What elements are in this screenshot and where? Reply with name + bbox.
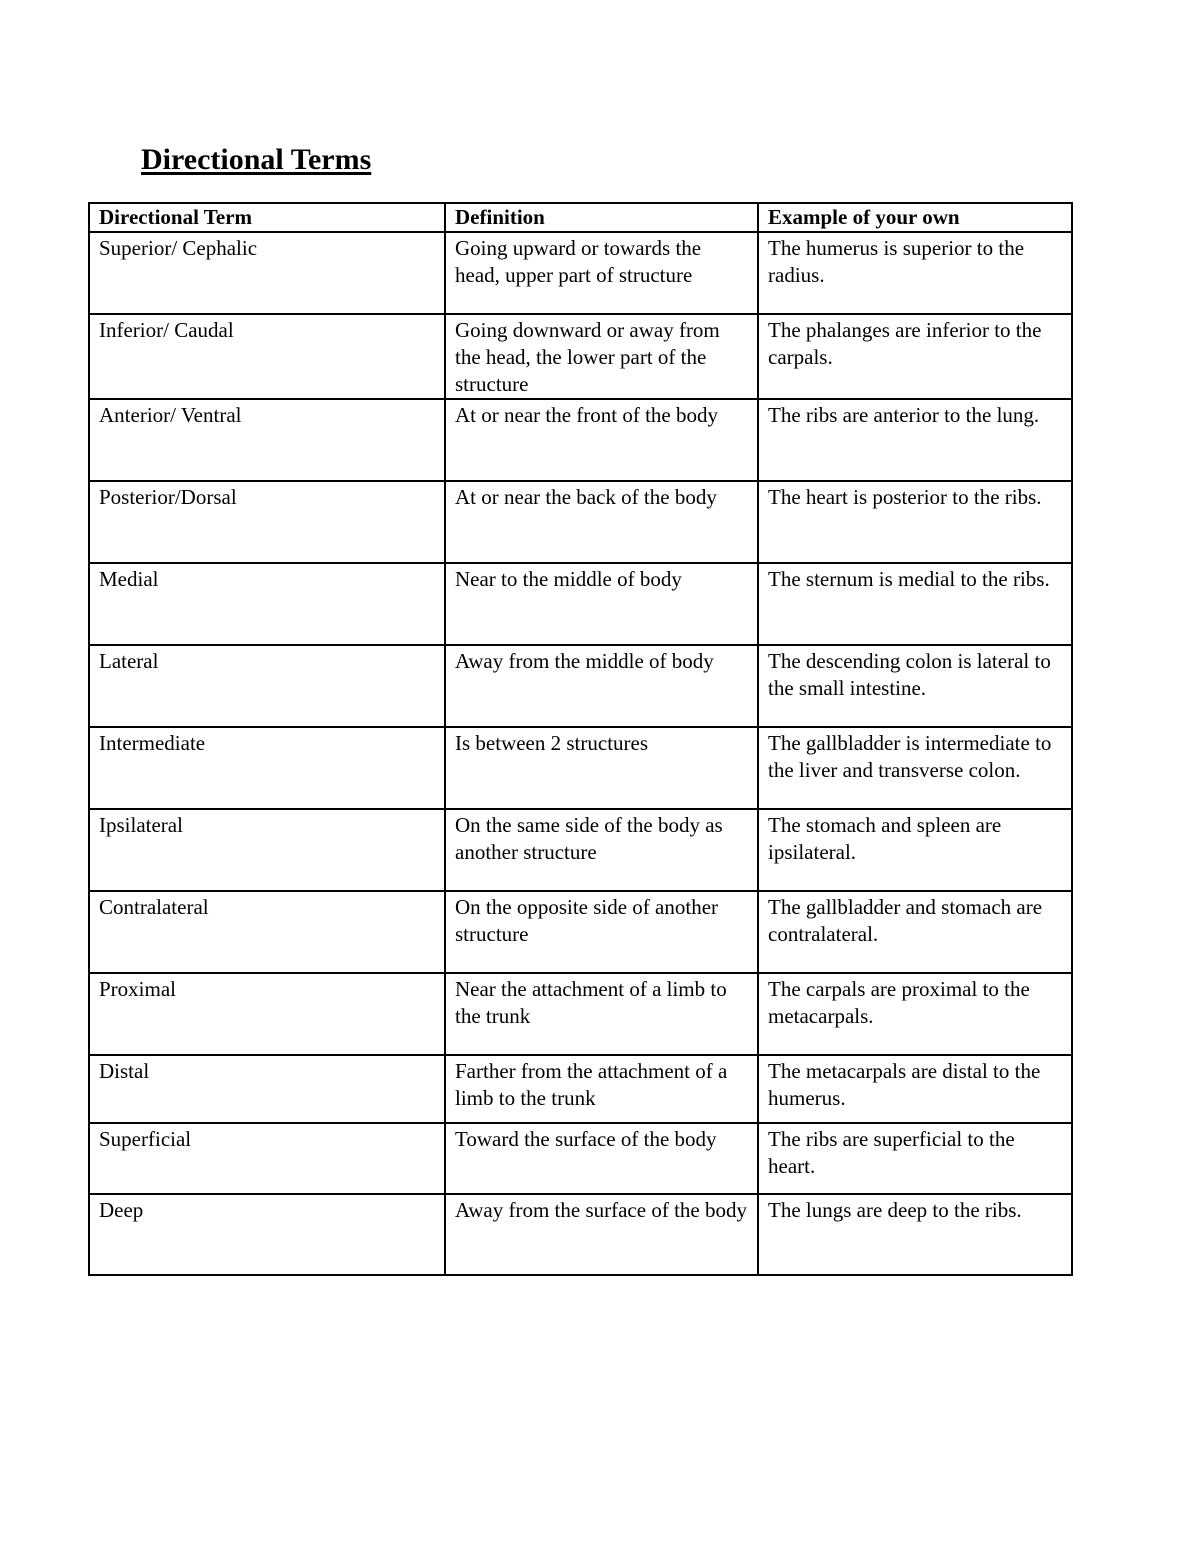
term-cell: Posterior/Dorsal	[89, 481, 445, 563]
definition-cell: On the same side of the body as another structure	[445, 809, 758, 891]
column-header-definition: Definition	[445, 203, 758, 232]
definition-cell: Is between 2 structures	[445, 727, 758, 809]
example-cell: The descending colon is lateral to the small intestine.	[758, 645, 1072, 727]
definition-cell: Going upward or towards the head, upper part of structure	[445, 232, 758, 314]
example-cell: The ribs are superficial to the heart.	[758, 1123, 1072, 1194]
example-cell: The gallbladder is intermediate to the liver and transverse colon.	[758, 727, 1072, 809]
example-cell: The ribs are anterior to the lung.	[758, 399, 1072, 481]
table-header-row	[89, 203, 1072, 232]
definition-cell: Toward the surface of the body	[445, 1123, 758, 1194]
table-row	[89, 645, 1072, 727]
term-cell: Superficial	[89, 1123, 445, 1194]
definition-cell: Away from the surface of the body	[445, 1194, 758, 1275]
example-cell: The gallbladder and stomach are contralateral.	[758, 891, 1072, 973]
term-cell: Proximal	[89, 973, 445, 1055]
table-row	[89, 563, 1072, 645]
example-cell: The sternum is medial to the ribs.	[758, 563, 1072, 645]
table-row	[89, 973, 1072, 1055]
table-row	[89, 232, 1072, 314]
term-cell: Anterior/ Ventral	[89, 399, 445, 481]
column-header-term: Directional Term	[89, 203, 445, 232]
table-row	[89, 399, 1072, 481]
example-cell: The phalanges are inferior to the carpals.	[758, 314, 1072, 399]
table-row	[89, 1123, 1072, 1194]
term-cell: Contralateral	[89, 891, 445, 973]
definition-cell: At or near the front of the body	[445, 399, 758, 481]
example-cell: The humerus is superior to the radius.	[758, 232, 1072, 314]
page-title: Directional Terms	[141, 143, 372, 176]
term-cell: Medial	[89, 563, 445, 645]
term-cell: Superior/ Cephalic	[89, 232, 445, 314]
example-cell: The metacarpals are distal to the humerus.	[758, 1055, 1072, 1123]
definition-cell: Near the attachment of a limb to the trunk	[445, 973, 758, 1055]
definition-cell: On the opposite side of another structure	[445, 891, 758, 973]
term-cell: Ipsilateral	[89, 809, 445, 891]
example-cell: The heart is posterior to the ribs.	[758, 481, 1072, 563]
table-row	[89, 809, 1072, 891]
table-row	[89, 1194, 1072, 1275]
definition-cell: At or near the back of the body	[445, 481, 758, 563]
table-row	[89, 727, 1072, 809]
definition-cell: Away from the middle of body	[445, 645, 758, 727]
term-cell: Distal	[89, 1055, 445, 1123]
definition-cell: Farther from the attachment of a limb to the trunk	[445, 1055, 758, 1123]
example-cell: The carpals are proximal to the metacarpals.	[758, 973, 1072, 1055]
column-header-example: Example of your own	[758, 203, 1072, 232]
term-cell: Deep	[89, 1194, 445, 1275]
directional-terms-table	[88, 202, 1073, 1276]
term-cell: Inferior/ Caudal	[89, 314, 445, 399]
definition-cell: Near to the middle of body	[445, 563, 758, 645]
table-row	[89, 891, 1072, 973]
table-row	[89, 481, 1072, 563]
table-row	[89, 314, 1072, 399]
term-cell: Lateral	[89, 645, 445, 727]
example-cell: The lungs are deep to the ribs.	[758, 1194, 1072, 1275]
table-row	[89, 1055, 1072, 1123]
term-cell: Intermediate	[89, 727, 445, 809]
example-cell: The stomach and spleen are ipsilateral.	[758, 809, 1072, 891]
definition-cell: Going downward or away from the head, the lower part of the structure	[445, 314, 758, 399]
